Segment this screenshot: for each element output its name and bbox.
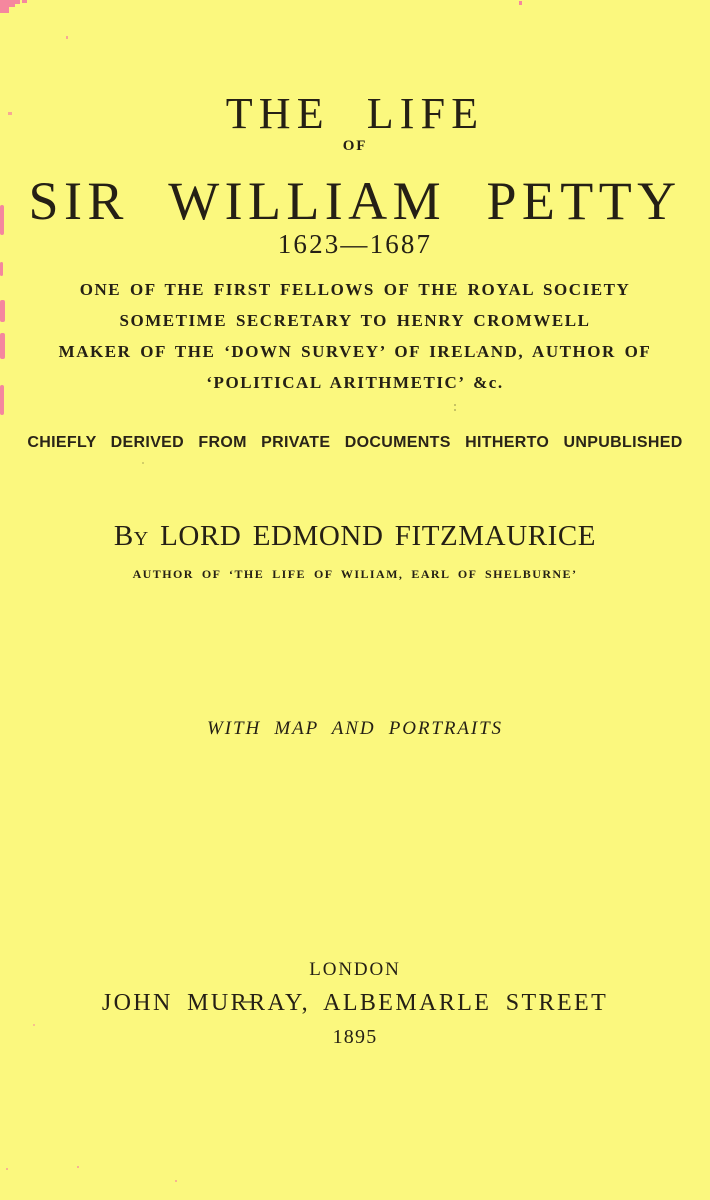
title-of-word: OF — [342, 138, 368, 154]
ink-speck — [454, 409, 456, 411]
book-subject-name: SIR WILLIAM PETTY — [28, 171, 682, 231]
page-edge-mark — [77, 1166, 79, 1168]
page-edge-mark — [0, 262, 3, 276]
derivation-note: CHIEFLY DERIVED FROM PRIVATE DOCUMENTS HITHERTO UNPUBLISHED — [27, 434, 683, 451]
page-edge-mark — [519, 1, 522, 5]
ink-speck — [142, 462, 144, 464]
byline — [0, 520, 710, 553]
subtitle-line: ‘POLITICAL ARITHMETIC’ &c. — [206, 373, 504, 392]
book-title: THE LIFE — [225, 89, 485, 138]
imprint-publisher: JOHN MURRAY, ALBEMARLE STREET — [101, 990, 609, 1016]
byline-author: LORD EDMOND FITZMAURICE — [160, 520, 597, 552]
imprint-city: LONDON — [309, 959, 401, 980]
imprint-year: 1895 — [332, 1026, 378, 1048]
page-edge-mark — [66, 36, 68, 39]
illustrations-note: WITH MAP AND PORTRAITS — [207, 718, 503, 739]
author-credit: AUTHOR OF ‘THE LIFE OF WILIAM, EARL OF SHELBURNE’ — [132, 567, 578, 581]
subtitle-line: MAKER OF THE ‘DOWN SURVEY’ OF IRELAND, AUTHOR OF — [58, 342, 652, 361]
page-edge-mark — [22, 0, 27, 3]
ink-speck — [454, 404, 456, 406]
subtitle-line: SOMETIME SECRETARY TO HENRY CROMWELL — [119, 311, 591, 330]
byline-prefix: By — [113, 520, 149, 552]
page-edge-mark — [6, 1168, 8, 1170]
life-dates: 1623—1687 — [277, 229, 433, 259]
subtitle-line: ONE OF THE FIRST FELLOWS OF THE ROYAL SOCIETY — [79, 280, 631, 299]
page-edge-mark — [14, 0, 20, 4]
page-edge-mark — [175, 1180, 177, 1182]
